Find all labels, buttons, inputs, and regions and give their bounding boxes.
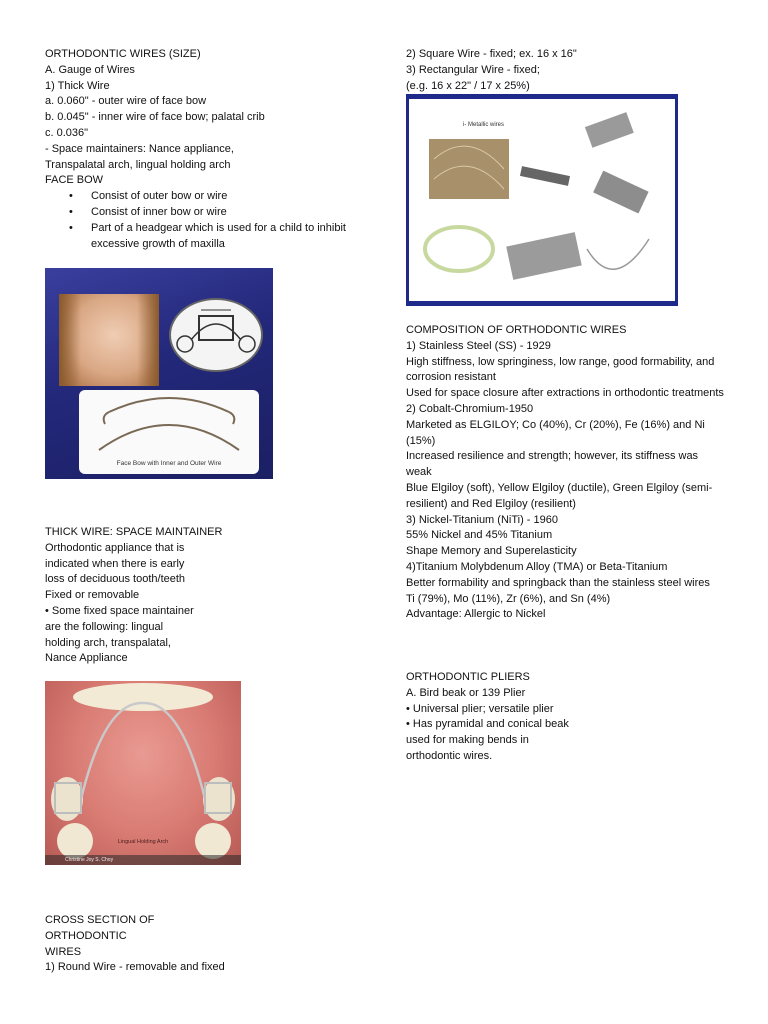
text-line: holding arch, transpalatal, bbox=[45, 636, 171, 649]
dental-arch-drawing bbox=[45, 681, 241, 865]
text-line: - Space maintainers: Nance appliance, bbox=[45, 142, 234, 155]
heading-composition: COMPOSITION OF ORTHODONTIC WIRES bbox=[406, 324, 627, 336]
cross-section-block bbox=[45, 913, 305, 976]
text-line: Used for space closure after extractions in orthodontic treatments bbox=[406, 387, 724, 400]
lingual-caption: Lingual Holding Arch bbox=[117, 839, 169, 845]
text-line: orthodontic wires. bbox=[406, 749, 493, 762]
face-bow-image bbox=[45, 268, 273, 479]
text-line: 55% Nickel and 45% Titanium bbox=[406, 529, 553, 542]
right-column-top bbox=[406, 47, 726, 94]
text-line: Fixed or removable bbox=[45, 589, 140, 602]
palatal-appliance-drawing bbox=[169, 298, 263, 372]
heading-cross-section: CROSS SECTION OF bbox=[45, 914, 155, 926]
face-bow-wire-photo bbox=[79, 390, 259, 474]
bullet-item: • Consist of inner bow or wire bbox=[91, 205, 375, 221]
pliers-block bbox=[406, 670, 726, 765]
bullet-item: • Consist of outer bow or wire bbox=[91, 189, 375, 205]
metallic-wires-drawing bbox=[409, 99, 675, 301]
text-line: 3) Rectangular Wire - fixed; bbox=[406, 63, 540, 76]
left-column-top bbox=[45, 47, 375, 252]
hair-overlay bbox=[59, 294, 159, 386]
text-line: Nance Appliance bbox=[45, 652, 128, 665]
text-line: • Universal plier; versatile plier bbox=[406, 702, 554, 715]
text-line: are the following: lingual bbox=[45, 620, 164, 633]
text-line: ORTHODONTIC bbox=[45, 929, 127, 942]
face-bow-caption: Face Bow with Inner and Outer Wire bbox=[116, 460, 222, 467]
text-line: b. 0.045" - inner wire of face bow; palatal crib bbox=[45, 111, 265, 124]
text-line: 2) Cobalt-Chromium-1950 bbox=[406, 402, 534, 415]
space-maintainer-block bbox=[45, 525, 375, 667]
text-line: Blue Elgiloy (soft), Yellow Elgiloy (ductile), Green Elgiloy (semi-resilient) and Red Elgiloy (resilient) bbox=[406, 481, 713, 510]
metallic-wires-image bbox=[406, 94, 678, 306]
text-line: Marketed as ELGILOY; Co (40%), Cr (20%), Fe (16%) and Ni (15%) bbox=[406, 418, 705, 447]
text-line: WIRES bbox=[45, 945, 82, 958]
text-line: • Some fixed space maintainer bbox=[45, 604, 194, 617]
heading-pliers: ORTHODONTIC PLIERS bbox=[406, 671, 530, 683]
text-line: used for making bends in bbox=[406, 734, 529, 747]
text-line: A. Bird beak or 139 Plier bbox=[406, 686, 526, 699]
text-line: (e.g. 16 x 22" / 17 x 25%) bbox=[406, 79, 530, 92]
text-line: 3) Nickel-Titanium (NiTi) - 1960 bbox=[406, 513, 558, 526]
image-credit: Christine Joy S. Choy bbox=[45, 855, 241, 865]
palate-sketch bbox=[171, 300, 261, 370]
face-bow-bullets bbox=[45, 189, 375, 252]
text-line: 4)Titanium Molybdenum Alloy (TMA) or Beta-Titanium bbox=[406, 560, 668, 573]
metallic-wires-title: i- Metallic wires bbox=[463, 122, 505, 128]
text-line: c. 0.036" bbox=[45, 126, 89, 139]
text-line: 1) Round Wire - removable and fixed bbox=[45, 961, 225, 974]
composition-block bbox=[406, 323, 726, 623]
text-line: 1) Stainless Steel (SS) - 1929 bbox=[406, 339, 551, 352]
text-line: Orthodontic appliance that is bbox=[45, 541, 185, 554]
text-line: 1) Thick Wire bbox=[45, 79, 110, 92]
text-line: A. Gauge of Wires bbox=[45, 63, 135, 76]
face-bow-wires bbox=[79, 390, 259, 460]
lingual-holding-arch-image bbox=[45, 681, 241, 865]
heading-face-bow: FACE BOW bbox=[45, 174, 104, 187]
text-line: Ti (79%), Mo (11%), Zr (6%), and Sn (4%) bbox=[406, 592, 611, 605]
text-line: indicated when there is early bbox=[45, 557, 185, 570]
text-line: • Has pyramidal and conical beak bbox=[406, 718, 569, 731]
text-line: Increased resilience and strength; however, its stiffness was weak bbox=[406, 450, 699, 479]
text-line: High stiffness, low springiness, low range, good formability, and corrosion resistant bbox=[406, 355, 715, 384]
heading-wire-size: ORTHODONTIC WIRES (SIZE) bbox=[45, 48, 201, 60]
heading-space-maintainer: THICK WIRE: SPACE MAINTAINER bbox=[45, 526, 223, 538]
text-line: 2) Square Wire - fixed; ex. 16 x 16" bbox=[406, 48, 577, 60]
text-line: Shape Memory and Superelasticity bbox=[406, 545, 577, 558]
bullet-item: • Part of a headgear which is used for a child to inhibit excessive growth of maxilla bbox=[91, 221, 375, 253]
text-line: Advantage: Allergic to Nickel bbox=[406, 608, 546, 621]
text-line: loss of deciduous tooth/teeth bbox=[45, 573, 186, 586]
text-line: Better formability and springback than the stainless steel wires bbox=[406, 576, 710, 589]
text-line: Transpalatal arch, lingual holding arch bbox=[45, 158, 231, 171]
text-line: a. 0.060" - outer wire of face bow bbox=[45, 95, 207, 108]
